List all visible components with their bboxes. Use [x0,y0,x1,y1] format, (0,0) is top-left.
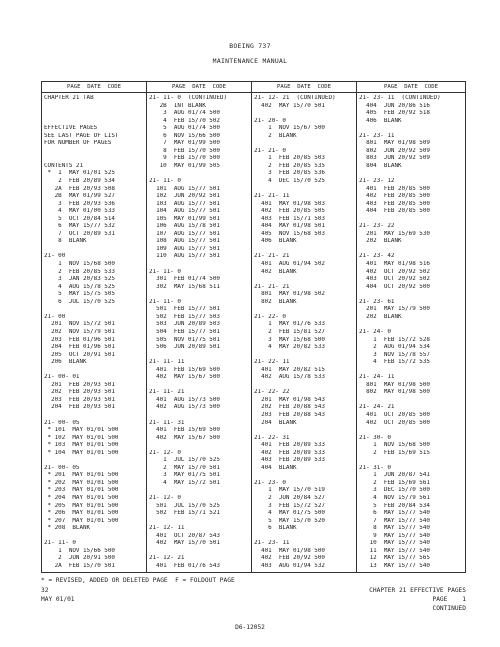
continued-label: CONTINUED [432,605,466,612]
page-entry-row: 21- 21- 21 [254,253,290,260]
spacer-row [149,261,251,269]
page-entry-row: 21- 00- 05 [44,419,80,426]
page-entry-row: 203 FEB 01/96 501 [44,336,115,343]
page-entry-row: 21- 24- 21 [359,404,395,411]
page-entry-row: 405 NOV 15/68 503 [254,230,325,237]
column-1-list [44,95,146,570]
page-entry-row: 21- 12- 21 (CONTINUED) [254,95,336,101]
manual-title: BOEING 737 [229,42,271,50]
page-entry-row: 109 AUG 15/77 501 [149,245,220,252]
spacer-row [359,216,465,224]
page-entry-row: 401 OCT 20/85 500 [359,411,430,418]
page-entry-row: * 1 MAY 01/01 525 [44,170,115,177]
page-entry-row: 21- 11- 31 [149,419,185,426]
page-entry-row: 107 AUG 15/77 501 [149,230,220,237]
page-entry-row: * 101 MAY 01/01 500 [44,427,119,434]
page-entry-row: 8 BLANK [44,238,87,245]
legend-note: * = REVISED, ADDED OR DELETED PAGE F = FOLDOUT PAGE [41,577,235,584]
page-entry-row: 21- 24- 0 [359,328,391,335]
page-entry-row: * 208 BLANK [44,525,91,532]
page-entry-row: 104 AUG 15/77 501 [149,208,220,215]
page-entry-row: 802 BLANK [254,298,297,305]
spacer-row [359,367,465,375]
header-divider [42,92,146,93]
page-entry-row: 504 FEB 15/77 501 [149,328,220,335]
page-entry-row: 2B INT BLANK [149,102,206,109]
page-entry-row: 2 FEB 20/89 534 [44,178,115,185]
page-entry-row: 402 FEB 20/85 500 [359,193,430,200]
page-entry-row: 2 FEB 20/85 535 [254,162,325,169]
page-entry-row: 205 OCT 20/91 501 [44,351,115,358]
page-entry-row: 403 AUG 01/94 532 [254,562,325,569]
page-entry-row: 5 MAY 15/70 520 [254,517,325,524]
page-entry-row: 203 FEB 20/88 543 [254,411,325,418]
spacer-row [254,140,356,148]
page-entry-row: 2 BLANK [254,132,297,139]
page-entry-row: 2 FEB 15/69 561 [359,479,430,486]
page-entry-row: 21- 00 [44,313,66,320]
effective-pages-table [41,81,466,573]
page-entry-row: 108 AUG 15/77 501 [149,238,220,245]
spacer-row [149,352,251,360]
page-entry-row: * 204 MAY 01/01 500 [44,494,119,501]
page-entry-row: 21- 11- 0 [149,298,181,305]
spacer-row [254,382,356,390]
page-entry-row: * 205 MAY 01/01 500 [44,502,119,509]
page-entry-row: 401 FEB 20/85 500 [359,185,430,192]
spacer-row [149,382,251,390]
spacer-row [254,533,356,541]
spacer-row [254,276,356,284]
page-entry-row: 8 MAY 15/77 540 [359,525,430,532]
page-entry-row: 6 MAY 15/77 540 [359,510,430,517]
spacer-row [44,412,146,420]
spacer-row [359,397,465,405]
page-entry-row: 401 MAY 20/82 515 [254,366,325,373]
page-entry-row: 801 MAY 01/98 500 [359,381,430,388]
document-number: D6-12052 [235,624,265,631]
page-entry-row: 803 JUN 20/92 509 [359,155,430,162]
spacer-row [359,321,465,329]
page-entry-row: 201 MAY 15/79 500 [359,306,430,313]
page-entry-row: 2A FEB 20/93 508 [44,185,115,192]
page-entry-row: 401 AUG 15/73 500 [149,396,220,403]
page-entry-row: 10 MAY 01/99 505 [149,162,220,169]
spacer-row [149,442,251,450]
page-entry-row: 2 JUN 20/84 527 [254,494,325,501]
page-entry-row: 402 AUG 15/73 500 [149,404,220,411]
page-entry-row: 21- 23- 61 [359,298,395,305]
page-entry-row: 402 MAY 15/67 500 [149,434,220,441]
page-entry-row: 404 JUN 20/86 516 [359,102,430,109]
page-entry-row: 406 BLANK [359,117,402,124]
page-entry-row: 21- 23- 22 [359,223,395,230]
spacer-row [149,518,251,526]
page-entry-row: 1 NOV 15/68 500 [359,442,430,449]
page-entry-row: 801 MAY 01/98 509 [359,140,430,147]
spacer-row [149,487,251,495]
page-entry-row: 401 FEB 01/76 543 [149,562,220,569]
page-entry-row: 1 FEB 15/72 528 [359,336,430,343]
page-entry-row: 1 MAY 01/76 533 [254,321,325,328]
page-entry-row: * 206 MAY 01/01 500 [44,510,119,517]
page-entry-row: 21- 23- 42 [359,253,395,260]
page-entry-row: 402 FEB 20/92 500 [254,555,325,562]
page-entry-row: 9 FEB 15/70 500 [149,155,220,162]
page-entry-row: 4 MAY 01/75 500 [254,510,325,517]
page-entry-row: 21- 30- 0 [359,434,391,441]
page-entry-row: 403 FEB 20/85 500 [359,200,430,207]
page-entry-row: 11 MAY 15/77 540 [359,547,430,554]
page-entry-row: 402 AUG 15/78 533 [254,374,325,381]
page-entry-row: 21- 23- 11 [359,132,395,139]
spacer-row [44,367,146,375]
page-entry-row: 4 MAY 20/82 533 [254,344,325,351]
page-entry-row: 3 FEB 20/93 536 [44,200,115,207]
page-entry-row: 21- 11- 0 [149,178,181,185]
column-header: PAGE DATE CODE [67,84,121,90]
spacer-row [149,412,251,420]
page-entry-row: FOR NUMBER OF PAGES [44,140,112,147]
page-entry-row: 21- 21- 11 [254,193,290,200]
spacer-row [359,246,465,254]
page-entry-row: 401 OCT 20/87 543 [149,532,220,539]
page-entry-row: 404 OCT 20/92 500 [359,283,430,290]
page-entry-row: 21- 11- 0 (CONTINUED) [149,95,228,101]
page-entry-row: 4 FEB 15/72 535 [359,359,430,366]
page-entry-row: 301 FEB 01/74 500 [149,276,220,283]
spacer-row [149,548,251,556]
page-entry-row: 4 MAY 15/72 501 [149,479,220,486]
spacer-row [44,103,146,111]
page-entry-row: 502 FEB 15/77 503 [149,313,220,320]
page-label: PAGE 1 [432,596,466,603]
spacer-row [359,427,465,435]
page-entry-row: 3 AUG 01/74 500 [149,110,220,117]
page-entry-row: 3 FEB 15/72 527 [254,502,325,509]
page-entry-row: 21- 00- 05 [44,464,80,471]
page-number: 32 [41,587,49,594]
spacer-row [44,533,146,541]
header-divider [357,92,465,93]
page-entry-row: 7 OCT 20/89 531 [44,230,115,237]
page-entry-row: 21- 24- 11 [359,374,395,381]
spacer-row [254,306,356,314]
page-entry-row: 802 MAY 01/98 500 [359,389,430,396]
spacer-row [44,155,146,163]
page-entry-row: 506 JUN 20/89 501 [149,344,220,351]
page-entry-row: 502 FEB 15/71 521 [149,510,220,517]
page-entry-row: 21- 11- 11 [149,359,185,366]
page-entry-row: 402 MAY 15/70 501 [149,540,220,547]
page-entry-row: 2 FEB 15/81 527 [254,328,325,335]
header-divider [252,92,356,93]
page-entry-row: * 102 MAY 01/01 500 [44,434,119,441]
page-entry-row: 21- 00 [44,253,66,260]
page-entry-row: 204 FEB 20/93 501 [44,404,115,411]
spacer-row [44,110,146,118]
page-entry-row: 21- 11- 21 [149,389,185,396]
page-entry-row: 21- 00- 01 [44,374,80,381]
page-entry-row: 10 MAY 15/77 540 [359,540,430,547]
page-entry-row: 5 OCT 20/84 514 [44,215,115,222]
page-entry-row: 402 FEB 20/89 533 [254,449,325,456]
page-entry-row: 4 AUG 15/78 525 [44,283,115,290]
spacer-row [44,306,146,314]
page-entry-row: 4 FEB 15/70 502 [149,117,220,124]
page-entry-row: CHAPTER 21 TAB [44,95,94,101]
page-entry-row: 21- 23- 11 (CONTINUED) [359,95,441,101]
page-entry-row: 110 AUG 15/77 501 [149,253,220,260]
page-entry-row: 6 JUL 15/70 525 [44,298,115,305]
spacer-row [44,457,146,465]
spacer-row [44,148,146,156]
page-entry-row: 201 NOV 15/72 501 [44,321,115,328]
page-entry-row: 505 NOV 01/75 501 [149,336,220,343]
page-entry-row: 1 JUN 20/87 541 [359,472,430,479]
page-entry-row: 7 MAY 15/77 540 [359,517,430,524]
page-entry-row: 202 BLANK [359,313,402,320]
page-entry-row: 202 FEB 20/93 501 [44,389,115,396]
column-header: PAGE DATE CODE [384,84,438,90]
page-entry-row: 501 JUL 15/70 525 [149,502,220,509]
page-entry-row: 402 OCT 20/85 500 [359,419,430,426]
page-entry-row: 2 MAY 15/70 501 [149,464,220,471]
page-entry-row: * 203 MAY 01/01 500 [44,487,119,494]
spacer-row [149,170,251,178]
manual-subtitle: MAINTENANCE MANUAL [212,57,288,65]
page-entry-row: 404 FEB 20/85 500 [359,208,430,215]
page-entry-row: 402 MAY 15/67 500 [149,374,220,381]
page-entry-row: 501 FEB 15/77 501 [149,306,220,313]
page-entry-row: 21- 22- 31 [254,434,290,441]
page-entry-row: 6 MAY 15/77 532 [44,223,115,230]
page-entry-row: 3 FEB 20/85 536 [254,170,325,177]
spacer-row [149,291,251,299]
page-entry-row: 2B MAY 01/99 527 [44,193,115,200]
page-entry-row: 2 AUG 01/94 534 [359,344,430,351]
page-entry-row: 5 MAY 15/75 505 [44,291,115,298]
page-entry-row: 801 MAY 01/98 502 [254,291,325,298]
page-entry-row: 21- 12- 11 [149,525,185,532]
spacer-row [254,186,356,194]
page-entry-row: 3 JAN 20/83 525 [44,276,115,283]
page-entry-row: 206 BLANK [44,359,87,366]
page-entry-row: CONTENTS 21 [44,162,84,169]
spacer-row [359,125,465,133]
page-entry-row: 2A FEB 15/70 501 [44,562,115,569]
page-entry-row: 401 AUG 01/94 502 [254,261,325,268]
page-entry-row: 6 NOV 15/66 500 [149,132,220,139]
page-entry-row: 21- 22- 0 [254,313,286,320]
page-entry-row: 12 MAY 15/77 565 [359,555,430,562]
page-entry-row: 204 BLANK [254,419,297,426]
page-entry-row: 203 FEB 20/93 501 [44,396,115,403]
spacer-row [359,291,465,299]
table-column-2 [146,82,251,572]
page-entry-row: 2 FEB 20/85 533 [44,268,115,275]
page-entry-row: * 202 MAY 01/01 500 [44,479,119,486]
spacer-row [44,246,146,254]
page-entry-row: * 103 MAY 01/01 500 [44,442,119,449]
page-entry-row: 1 NOV 15/67 500 [254,125,325,132]
page-entry-row: 3 MAY 01/75 501 [149,472,220,479]
page-entry-row: 21- 22- 22 [254,389,290,396]
page-entry-row: 402 FEB 20/85 505 [254,208,325,215]
page-entry-row: 401 MAY 01/98 503 [254,200,325,207]
spacer-row [359,457,465,465]
page-entry-row: 405 FEB 20/92 518 [359,110,430,117]
column-header: PAGE DATE CODE [277,84,331,90]
spacer-row [254,110,356,118]
page-entry-row: 13 MAY 15/77 540 [359,562,430,569]
page-entry-row: 804 BLANK [359,162,402,169]
page-entry-row: 21- 22- 11 [254,359,290,366]
page-entry-row: * 201 MAY 01/01 500 [44,472,119,479]
page-entry-row: 103 AUG 15/77 501 [149,200,220,207]
page-entry-row: 201 MAY 15/69 530 [359,230,430,237]
page-entry-row: 105 MAY 01/99 501 [149,215,220,222]
spacer-row [254,427,356,435]
page-entry-row: 21- 23- 11 [254,540,290,547]
page-entry-row: * 104 MAY 01/01 500 [44,449,119,456]
spacer-row [254,352,356,360]
column-header: PAGE DATE CODE [172,84,226,90]
page-entry-row: 5 FEB 20/84 534 [359,502,430,509]
page-entry-row: 202 BLANK [359,238,402,245]
page-entry-row: 302 MAY 15/68 511 [149,283,220,290]
page-entry-row: 402 MAY 15/70 501 [254,102,325,109]
page-entry-row: 401 FEB 20/89 533 [254,442,325,449]
page-entry-row: 3 MAY 15/68 500 [254,336,325,343]
page-entry-row: 401 MAY 01/98 516 [359,261,430,268]
page-entry-row: 403 FEB 15/71 503 [254,215,325,222]
page-entry-row: 7 MAY 01/99 500 [149,140,220,147]
page-entry-row: 404 BLANK [254,464,297,471]
table-column-1 [42,82,146,572]
page-entry-row: 21- 11- 0 [44,540,76,547]
page-entry-row: 406 BLANK [254,238,297,245]
column-4-list [359,95,465,570]
page-entry-row: 21- 12- 0 [149,494,181,501]
page-entry-row: 403 FEB 20/89 533 [254,457,325,464]
page-entry-row: 401 FEB 15/69 500 [149,366,220,373]
page-entry-row: 202 NOV 15/79 501 [44,328,115,335]
header-divider [147,92,251,93]
column-2-list [149,95,251,570]
page-entry-row: 1 MAY 15/70 519 [254,487,325,494]
page-entry-row: 401 MAY 01/98 500 [254,547,325,554]
spacer-row [44,118,146,126]
page-entry-row: 21- 23- 12 [359,178,395,185]
page-entry-row: 204 FEB 01/96 501 [44,344,115,351]
page-entry-row: 8 FEB 15/70 500 [149,147,220,154]
page-entry-row: 21- 12- 21 [149,555,185,562]
page-entry-row: SEE LAST PAGE OF LIST [44,132,119,139]
page-entry-row: 3 DEC 15/70 500 [359,487,430,494]
page-entry-row: 4 MAY 01/00 533 [44,208,115,215]
page-entry-row: 2 JUN 20/91 500 [44,555,115,562]
page-entry-row: 1 JUL 15/70 525 [149,457,220,464]
page-entry-row: 9 MAY 15/77 540 [359,532,430,539]
page-entry-row: EFFECTIVE PAGES [44,125,98,132]
page-entry-row: 1 NOV 15/66 500 [44,547,115,554]
page-entry-row: 5 AUG 01/74 500 [149,125,220,132]
page-entry-row: 402 OCT 20/92 502 [359,268,430,275]
page-entry-row: 21- 11- 0 [149,268,181,275]
page-entry-row: 802 JUN 20/92 509 [359,147,430,154]
page-entry-row: 3 NOV 15/78 557 [359,351,430,358]
page-entry-row: 102 JUN 20/92 501 [149,193,220,200]
page-entry-row: 6 BLANK [254,525,297,532]
page-entry-row: 21- 31- 0 [359,464,391,471]
page-entry-row: 201 MAY 01/98 543 [254,396,325,403]
page-entry-row: 202 FEB 20/88 543 [254,404,325,411]
table-column-4 [356,82,465,572]
page-entry-row: 4 NOV 15/79 561 [359,494,430,501]
page-entry-row: 1 FEB 20/85 503 [254,155,325,162]
page-entry-row: 106 AUG 15/78 501 [149,223,220,230]
revision-date: MAY 01/01 [41,596,75,603]
page-entry-row: * 207 MAY 01/01 500 [44,517,119,524]
spacer-row [359,170,465,178]
page-entry-row: 21- 20- 0 [254,117,286,124]
page-entry-row: 2 FEB 15/69 515 [359,449,430,456]
page-entry-row: 21- 12- 0 [149,449,181,456]
page-entry-row: 503 JUN 20/89 503 [149,321,220,328]
page-entry-row: 21- 21- 0 [254,147,286,154]
page-entry-row: 402 BLANK [254,268,297,275]
table-column-3 [251,82,356,572]
page-entry-row: 401 FEB 15/69 500 [149,427,220,434]
page-entry-row: 21- 21- 21 [254,283,290,290]
page-entry-row: 201 FEB 20/93 501 [44,381,115,388]
page-entry-row: 101 AUG 15/77 501 [149,185,220,192]
page-entry-row: 404 MAY 01/98 501 [254,223,325,230]
spacer-row [254,246,356,254]
page-entry-row: 403 OCT 20/92 502 [359,276,430,283]
page-entry-row: 1 NOV 15/68 500 [44,261,115,268]
column-3-list [254,95,356,570]
chapter-label: CHAPTER 21 EFFECTIVE PAGES [369,587,466,594]
page-entry-row: 21- 23- 0 [254,479,286,486]
spacer-row [254,472,356,480]
page-entry-row: 4 DEC 15/70 525 [254,178,325,185]
